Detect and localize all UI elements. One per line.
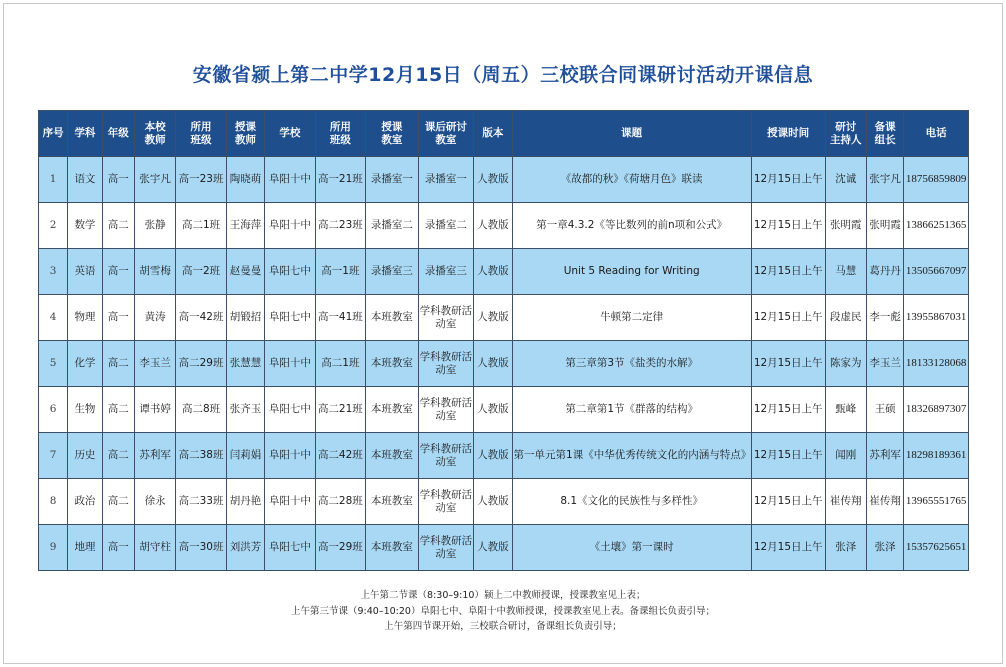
cell-local-class: 高二38班 bbox=[176, 433, 226, 479]
cell-subject: 政治 bbox=[68, 479, 102, 525]
cell-discuss-room: 录播室一 bbox=[418, 157, 474, 203]
cell-edition: 人教版 bbox=[474, 157, 512, 203]
cell-subject: 英语 bbox=[68, 249, 102, 295]
cell-phone: 18298189361 bbox=[904, 433, 969, 479]
cell-phone: 13866251365 bbox=[904, 203, 969, 249]
table-row bbox=[39, 387, 969, 433]
cell-subject: 数学 bbox=[68, 203, 102, 249]
notes-block bbox=[0, 588, 1006, 635]
cell-teacher: 张齐玉 bbox=[226, 387, 264, 433]
cell-teacher: 张慧慧 bbox=[226, 341, 264, 387]
cell-local-class: 高二8班 bbox=[176, 387, 226, 433]
cell-host: 张明霞 bbox=[825, 203, 866, 249]
table-row bbox=[39, 341, 969, 387]
cell-phone: 13965551765 bbox=[904, 479, 969, 525]
cell-topic: 第二章第1节《群落的结构》 bbox=[512, 387, 751, 433]
cell-edition: 人教版 bbox=[474, 249, 512, 295]
cell-school: 阜阳七中 bbox=[265, 295, 315, 341]
cell-grade: 高一 bbox=[102, 157, 134, 203]
cell-topic: 第一单元第1课《中华优秀传统文化的内涵与特点》 bbox=[512, 433, 751, 479]
column-header: 研讨 主持人 bbox=[825, 111, 866, 157]
cell-host: 沈诚 bbox=[825, 157, 866, 203]
cell-leader: 葛丹丹 bbox=[866, 249, 903, 295]
cell-class: 高二23班 bbox=[315, 203, 365, 249]
cell-school: 阜阳十中 bbox=[265, 341, 315, 387]
cell-grade: 高二 bbox=[102, 387, 134, 433]
cell-local-teacher: 张静 bbox=[134, 203, 175, 249]
cell-time: 12月15日上午 bbox=[751, 479, 825, 525]
cell-edition: 人教版 bbox=[474, 295, 512, 341]
column-header: 年级 bbox=[102, 111, 134, 157]
cell-local-teacher: 李玉兰 bbox=[134, 341, 175, 387]
column-header: 版本 bbox=[474, 111, 512, 157]
cell-local-teacher: 黄涛 bbox=[134, 295, 175, 341]
note-line: 上午第二节课（8:30–9:10）颍上二中教师授课，授课教室见上表； bbox=[360, 590, 646, 601]
cell-no: 5 bbox=[39, 341, 68, 387]
column-header: 本校 教师 bbox=[134, 111, 175, 157]
cell-teacher: 胡丹艳 bbox=[226, 479, 264, 525]
cell-teacher: 闫莉娟 bbox=[226, 433, 264, 479]
cell-leader: 李玉兰 bbox=[866, 341, 903, 387]
cell-time: 12月15日上午 bbox=[751, 203, 825, 249]
cell-topic: 《土壤》第一课时 bbox=[512, 525, 751, 571]
column-header: 学科 bbox=[68, 111, 102, 157]
column-header: 备课 组长 bbox=[866, 111, 903, 157]
cell-grade: 高一 bbox=[102, 295, 134, 341]
cell-room: 本班教室 bbox=[366, 387, 419, 433]
cell-room: 录播室一 bbox=[366, 157, 419, 203]
cell-phone: 18133128068 bbox=[904, 341, 969, 387]
cell-subject: 生物 bbox=[68, 387, 102, 433]
cell-time: 12月15日上午 bbox=[751, 295, 825, 341]
cell-host: 马慧 bbox=[825, 249, 866, 295]
cell-grade: 高一 bbox=[102, 249, 134, 295]
cell-grade: 高二 bbox=[102, 433, 134, 479]
cell-grade: 高二 bbox=[102, 341, 134, 387]
cell-local-class: 高一42班 bbox=[176, 295, 226, 341]
table-row bbox=[39, 157, 969, 203]
cell-grade: 高二 bbox=[102, 203, 134, 249]
cell-no: 8 bbox=[39, 479, 68, 525]
table-row bbox=[39, 525, 969, 571]
cell-school: 阜阳十中 bbox=[265, 203, 315, 249]
cell-phone: 15357625651 bbox=[904, 525, 969, 571]
cell-teacher: 陶晓萌 bbox=[226, 157, 264, 203]
cell-no: 9 bbox=[39, 525, 68, 571]
cell-room: 本班教室 bbox=[366, 433, 419, 479]
cell-discuss-room: 录播室二 bbox=[418, 203, 474, 249]
cell-school: 阜阳七中 bbox=[265, 387, 315, 433]
table-header-row bbox=[39, 111, 969, 157]
cell-subject: 化学 bbox=[68, 341, 102, 387]
table-row bbox=[39, 479, 969, 525]
cell-discuss-room: 学科教研活动室 bbox=[418, 525, 474, 571]
cell-room: 本班教室 bbox=[366, 525, 419, 571]
cell-discuss-room: 录播室三 bbox=[418, 249, 474, 295]
cell-leader: 王硕 bbox=[866, 387, 903, 433]
cell-class: 高二21班 bbox=[315, 387, 365, 433]
cell-discuss-room: 学科教研活动室 bbox=[418, 387, 474, 433]
cell-discuss-room: 学科教研活动室 bbox=[418, 433, 474, 479]
cell-no: 7 bbox=[39, 433, 68, 479]
cell-local-class: 高二29班 bbox=[176, 341, 226, 387]
cell-leader: 崔传翔 bbox=[866, 479, 903, 525]
cell-leader: 张泽 bbox=[866, 525, 903, 571]
cell-host: 陈家为 bbox=[825, 341, 866, 387]
cell-class: 高二42班 bbox=[315, 433, 365, 479]
cell-room: 本班教室 bbox=[366, 479, 419, 525]
cell-edition: 人教版 bbox=[474, 479, 512, 525]
column-header: 授课 教室 bbox=[366, 111, 419, 157]
cell-room: 本班教室 bbox=[366, 341, 419, 387]
cell-school: 阜阳七中 bbox=[265, 525, 315, 571]
table-body bbox=[39, 157, 969, 571]
cell-host: 闻刚 bbox=[825, 433, 866, 479]
cell-local-teacher: 谭书婷 bbox=[134, 387, 175, 433]
cell-topic: 8.1《文化的民族性与多样性》 bbox=[512, 479, 751, 525]
cell-phone: 18326897307 bbox=[904, 387, 969, 433]
column-header: 学校 bbox=[265, 111, 315, 157]
cell-subject: 历史 bbox=[68, 433, 102, 479]
cell-edition: 人教版 bbox=[474, 341, 512, 387]
cell-leader: 张明霞 bbox=[866, 203, 903, 249]
cell-discuss-room: 学科教研活动室 bbox=[418, 295, 474, 341]
cell-no: 3 bbox=[39, 249, 68, 295]
cell-room: 录播室三 bbox=[366, 249, 419, 295]
cell-local-teacher: 苏利军 bbox=[134, 433, 175, 479]
cell-no: 2 bbox=[39, 203, 68, 249]
cell-time: 12月15日上午 bbox=[751, 433, 825, 479]
schedule-table bbox=[38, 110, 969, 571]
cell-room: 录播室二 bbox=[366, 203, 419, 249]
cell-subject: 地理 bbox=[68, 525, 102, 571]
cell-local-teacher: 胡雪梅 bbox=[134, 249, 175, 295]
cell-class: 高一1班 bbox=[315, 249, 365, 295]
cell-time: 12月15日上午 bbox=[751, 525, 825, 571]
cell-host: 张泽 bbox=[825, 525, 866, 571]
cell-edition: 人教版 bbox=[474, 203, 512, 249]
cell-topic: 牛顿第二定律 bbox=[512, 295, 751, 341]
note-line: 上午第三节课（9:40–10:20）阜阳七中、阜阳十中教师授课，授课教室见上表。备课组长负责引导； bbox=[291, 605, 715, 617]
cell-topic: 《故都的秋》《荷塘月色》联读 bbox=[512, 157, 751, 203]
column-header: 课后研讨 教室 bbox=[418, 111, 474, 157]
cell-time: 12月15日上午 bbox=[751, 249, 825, 295]
note-line: 上午第四节课开始，三校联合研讨，备课组长负责引导； bbox=[384, 621, 622, 632]
cell-time: 12月15日上午 bbox=[751, 341, 825, 387]
cell-time: 12月15日上午 bbox=[751, 157, 825, 203]
cell-topic: 第三章第3节《盐类的水解》 bbox=[512, 341, 751, 387]
cell-class: 高二28班 bbox=[315, 479, 365, 525]
table-row bbox=[39, 433, 969, 479]
cell-local-class: 高一23班 bbox=[176, 157, 226, 203]
cell-local-teacher: 徐永 bbox=[134, 479, 175, 525]
table-row bbox=[39, 295, 969, 341]
column-header: 课题 bbox=[512, 111, 751, 157]
column-header: 所用 班级 bbox=[176, 111, 226, 157]
column-header: 序号 bbox=[39, 111, 68, 157]
cell-school: 阜阳十中 bbox=[265, 479, 315, 525]
cell-leader: 苏利军 bbox=[866, 433, 903, 479]
table-row bbox=[39, 203, 969, 249]
cell-leader: 张宇凡 bbox=[866, 157, 903, 203]
cell-topic: 第一章4.3.2《等比数列的前n项和公式》 bbox=[512, 203, 751, 249]
cell-no: 1 bbox=[39, 157, 68, 203]
cell-phone: 13955867031 bbox=[904, 295, 969, 341]
cell-local-class: 高一30班 bbox=[176, 525, 226, 571]
cell-subject: 物理 bbox=[68, 295, 102, 341]
cell-phone: 13505667097 bbox=[904, 249, 969, 295]
cell-class: 高一21班 bbox=[315, 157, 365, 203]
cell-local-teacher: 张宇凡 bbox=[134, 157, 175, 203]
cell-no: 4 bbox=[39, 295, 68, 341]
cell-teacher: 王海萍 bbox=[226, 203, 264, 249]
cell-class: 高二1班 bbox=[315, 341, 365, 387]
cell-class: 高一41班 bbox=[315, 295, 365, 341]
cell-host: 段虚民 bbox=[825, 295, 866, 341]
cell-host: 崔传翔 bbox=[825, 479, 866, 525]
cell-teacher: 赵曼曼 bbox=[226, 249, 264, 295]
cell-subject: 语文 bbox=[68, 157, 102, 203]
cell-class: 高一29班 bbox=[315, 525, 365, 571]
cell-leader: 李一彪 bbox=[866, 295, 903, 341]
cell-host: 甄峰 bbox=[825, 387, 866, 433]
cell-local-class: 高一2班 bbox=[176, 249, 226, 295]
cell-grade: 高二 bbox=[102, 479, 134, 525]
cell-time: 12月15日上午 bbox=[751, 387, 825, 433]
cell-teacher: 胡锻招 bbox=[226, 295, 264, 341]
cell-topic: Unit 5 Reading for Writing bbox=[512, 249, 751, 295]
cell-school: 阜阳七中 bbox=[265, 249, 315, 295]
cell-no: 6 bbox=[39, 387, 68, 433]
cell-local-class: 高二1班 bbox=[176, 203, 226, 249]
column-header: 所用 班级 bbox=[315, 111, 365, 157]
column-header: 电话 bbox=[904, 111, 969, 157]
cell-room: 本班教室 bbox=[366, 295, 419, 341]
cell-school: 阜阳十中 bbox=[265, 433, 315, 479]
cell-school: 阜阳十中 bbox=[265, 157, 315, 203]
cell-edition: 人教版 bbox=[474, 525, 512, 571]
column-header: 授课 教师 bbox=[226, 111, 264, 157]
cell-discuss-room: 学科教研活动室 bbox=[418, 479, 474, 525]
table-row bbox=[39, 249, 969, 295]
cell-local-class: 高二33班 bbox=[176, 479, 226, 525]
cell-edition: 人教版 bbox=[474, 387, 512, 433]
cell-edition: 人教版 bbox=[474, 433, 512, 479]
column-header: 授课时间 bbox=[751, 111, 825, 157]
cell-phone: 18756859809 bbox=[904, 157, 969, 203]
page-title: 安徽省颍上第二中学12月15日（周五）三校联合同课研讨活动开课信息 bbox=[192, 64, 814, 86]
cell-grade: 高一 bbox=[102, 525, 134, 571]
cell-local-teacher: 胡守柱 bbox=[134, 525, 175, 571]
cell-teacher: 刘洪芳 bbox=[226, 525, 264, 571]
cell-discuss-room: 学科教研活动室 bbox=[418, 341, 474, 387]
